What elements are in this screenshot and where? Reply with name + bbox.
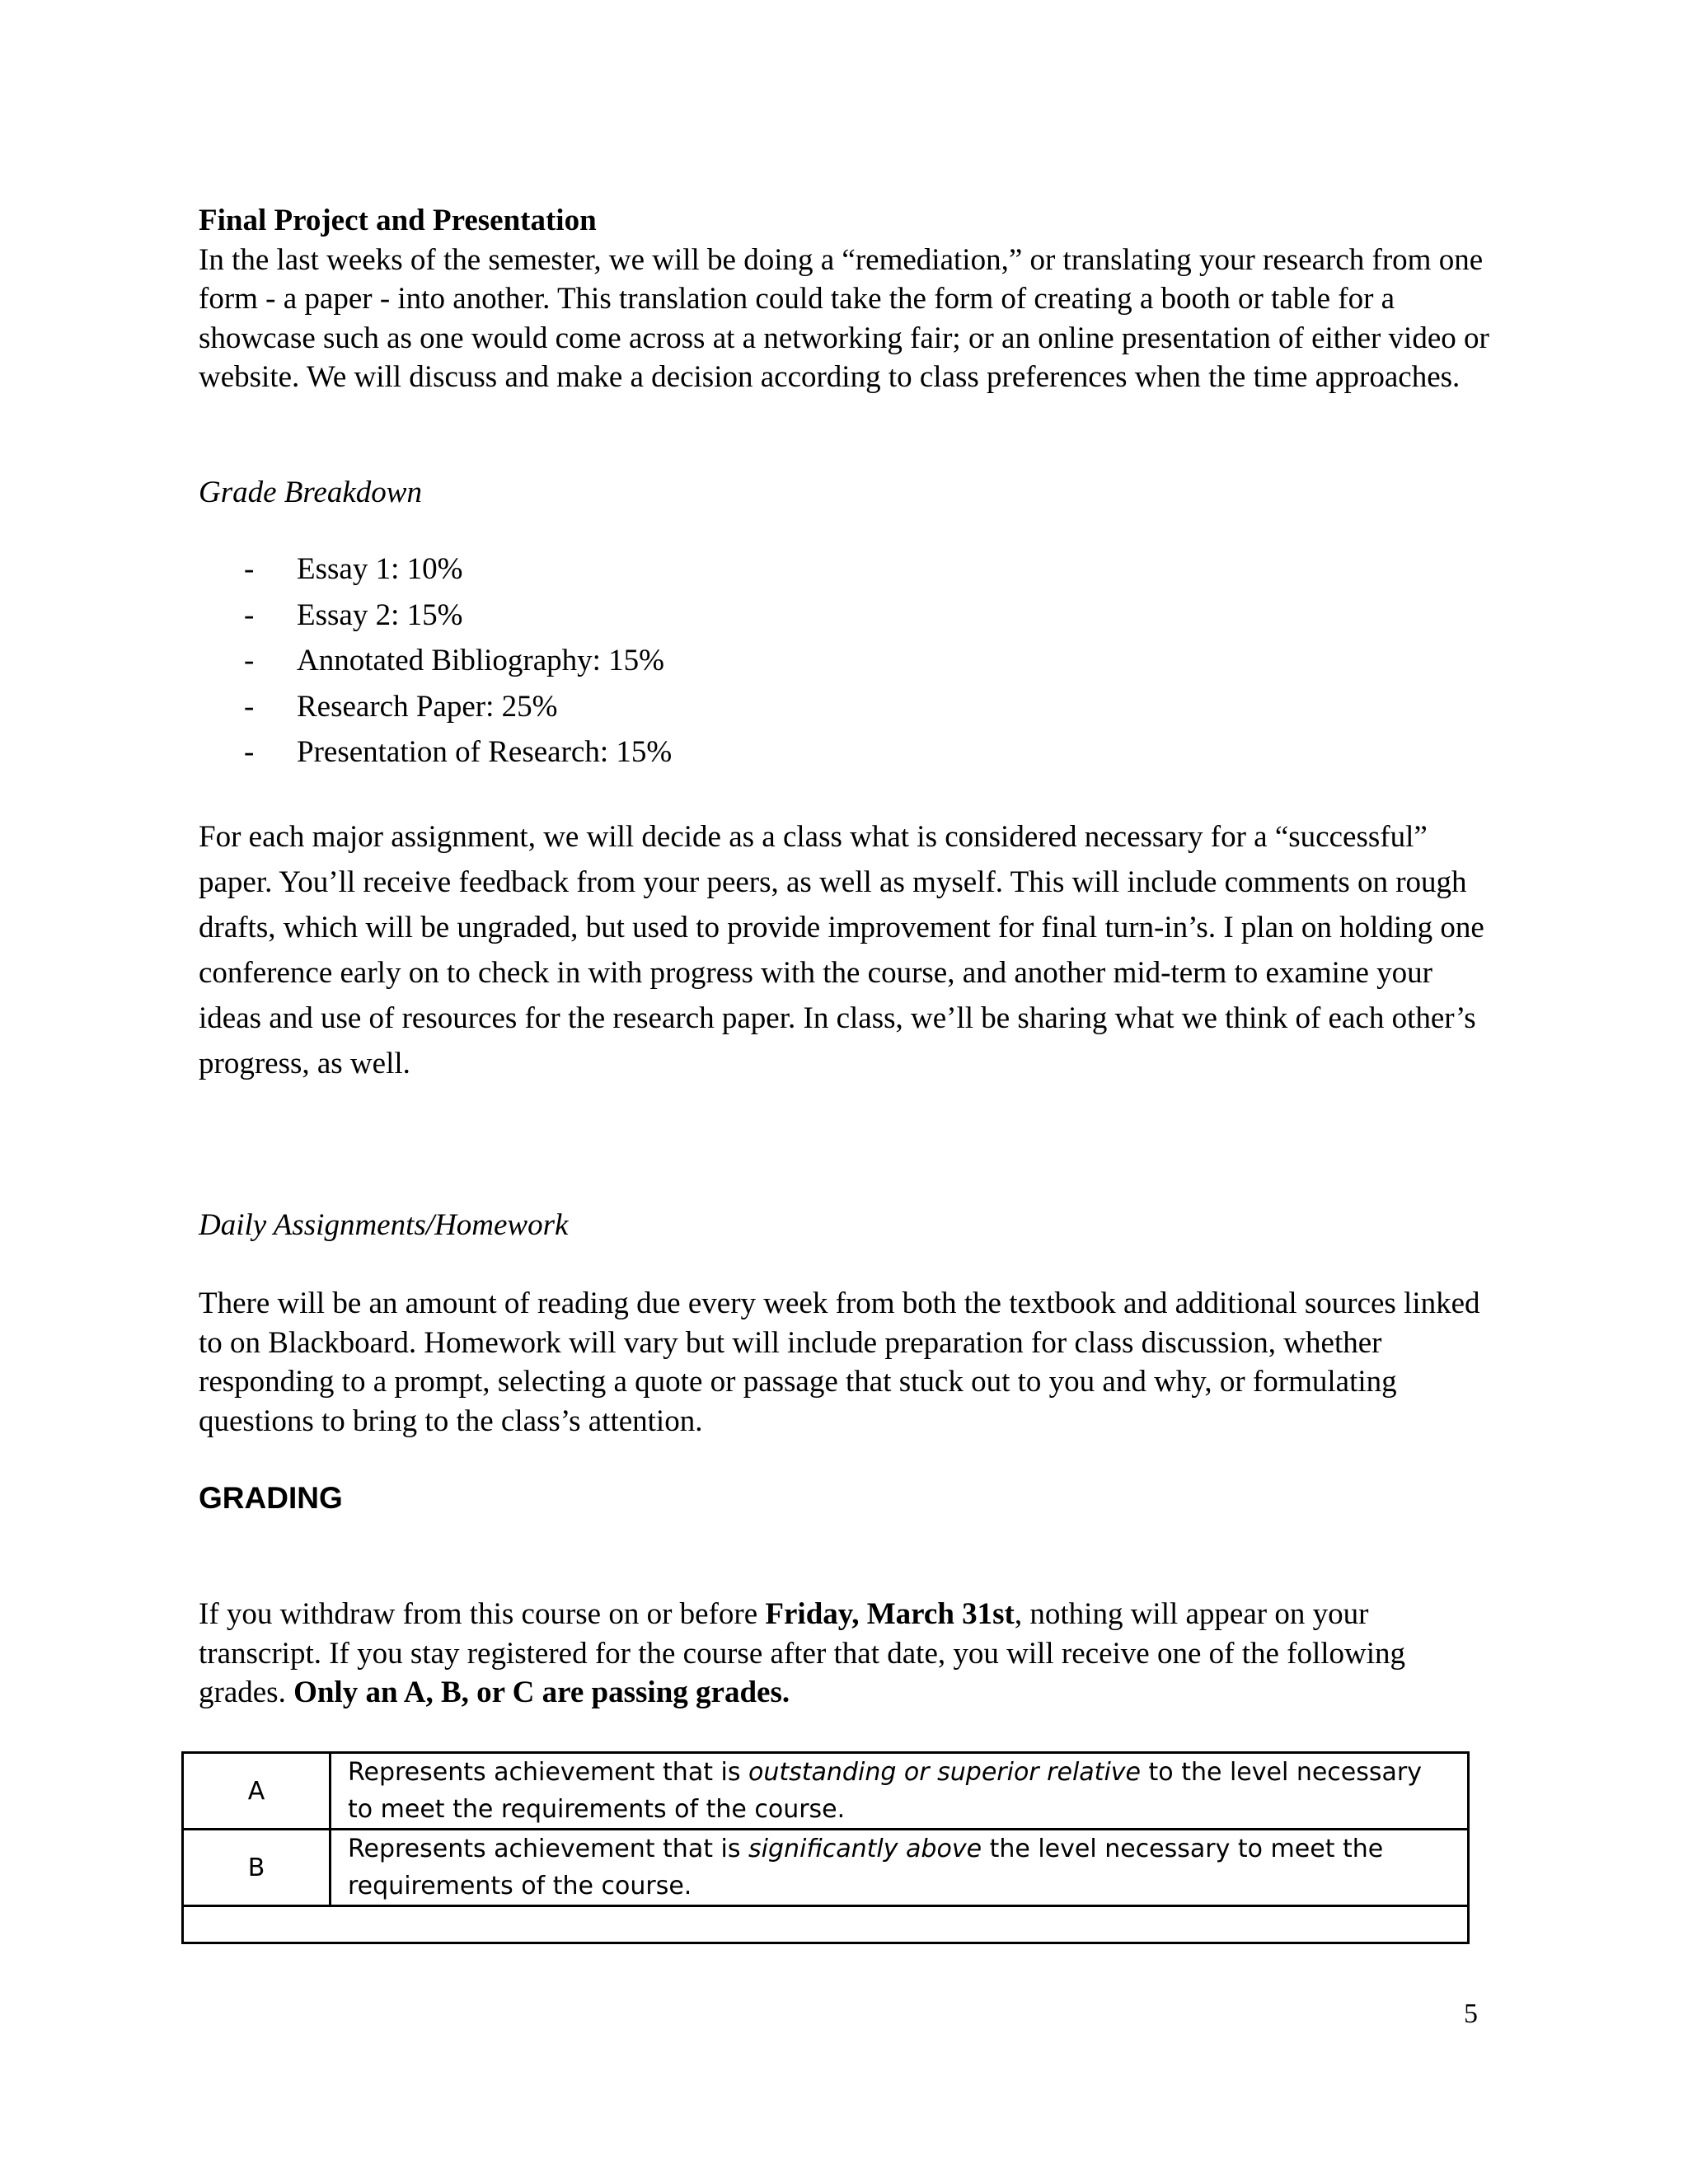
list-item-text: Annotated Bibliography: 15% [297,644,664,677]
final-project-section [199,201,1493,397]
empty-table-cell [183,1906,1469,1943]
withdraw-paragraph [199,1595,1493,1713]
grade-description-emphasis: outstanding or superior relative [748,1758,1141,1787]
list-item-text: Presentation of Research: 15% [297,735,673,769]
list-item [199,729,672,776]
grade-description-text: the level necessary to meet the requirements of the course. [348,1835,1384,1900]
grade-description-text: Represents achievement that is [348,1835,749,1863]
table-row [183,1753,1469,1830]
final-project-title: Final Project and Presentation [199,204,597,237]
grade-description-text: to the level necessary to meet the requirements of the course. [348,1758,1422,1824]
grade-breakdown-list [199,546,672,776]
list-item [199,638,672,684]
daily-assignments-body: There will be an amount of reading due every week from both the textbook and additional sources linked to on Blackboard. Homework will vary but will include preparation for class discussion, whether responding to a prompt, selecting a quote or passage that stuck out to you and why, or formulating questions to bring to the class’s attention. [199,1286,1480,1438]
passing-grades-note: Only an A, B, or C are passing grades. [293,1675,790,1709]
list-bullet: - [244,735,255,769]
table-row [183,1906,1469,1943]
page-number: 5 [1464,1999,1478,2029]
list-item [199,546,672,593]
list-item [199,593,672,639]
list-item-text: Essay 2: 15% [297,598,463,632]
list-item-text: Essay 1: 10% [297,552,463,586]
withdraw-date: Friday, March 31st [765,1597,1015,1631]
daily-assignments-title: Daily Assignments/Homework [199,1208,569,1242]
final-project-body: In the last weeks of the semester, we will be doing a “remediation,” or translating your research from one form - a paper - into another. This translation could take the form of creating a booth or table for a showcase such as one would come across at a networking fair; or an online presentation of either video or website. We will discuss and make a decision according to class preferences when the time approaches. [199,242,1489,394]
list-item [199,684,672,730]
grade-description [331,1830,1469,1906]
grade-breakdown-title: Grade Breakdown [199,476,422,509]
withdraw-text-continued: , nothing will appear on your transcript. If you stay registered for the course after that date, you will receive one of the following grades. [199,1597,1406,1709]
grade-description-emphasis: significantly above [748,1835,982,1863]
list-bullet: - [244,552,255,586]
grade-table [181,1751,1470,1944]
list-item-text: Research Paper: 25% [297,689,558,724]
list-bullet: - [244,644,255,677]
grade-description-text: Represents achievement that is [348,1758,749,1787]
grading-heading: GRADING [199,1481,343,1515]
list-bullet: - [244,598,255,632]
withdraw-text: If you withdraw from this course on or before [199,1597,766,1631]
grade-letter: B [183,1830,331,1906]
feedback-paragraph: For each major assignment, we will decide as a class what is considered necessary for a “successful” paper. You’ll receive feedback from your peers, as well as myself. This will include comments on rough drafts, which will be ungraded, but used to provide improvement for final turn-in’s. I plan on holding one conference early on to check in with progress with the course, and another mid-term to examine your ideas and use of resources for the research paper. In class, we’ll be sharing what we think of each other’s progress, as well. [199,820,1484,1080]
list-bullet: - [244,689,255,724]
table-row [183,1830,1469,1906]
grade-description [331,1753,1469,1830]
grade-letter: A [183,1753,331,1830]
